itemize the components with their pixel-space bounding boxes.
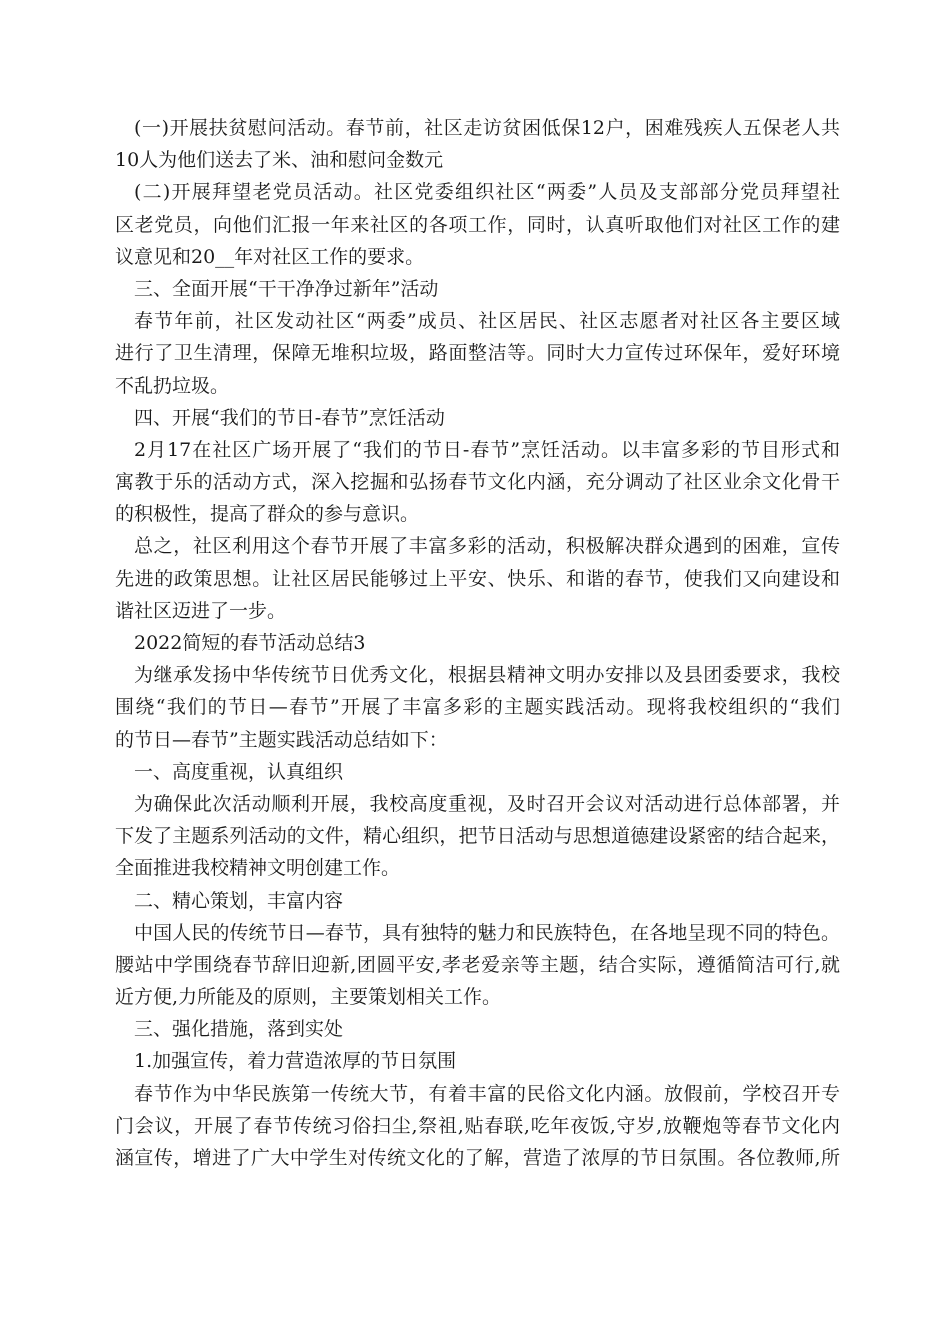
paragraph-line: 总之，社区利用这个春节开展了丰富多彩的活动，积极解决群众遇到的困难，宣传 xyxy=(134,535,840,558)
section-heading: 三、全面开展“干干净净过新年”活动 xyxy=(134,277,439,300)
paragraph-line: 腰站中学围绕春节辞旧迎新,团圆平安,孝老爱亲等主题，结合实际，遵循简洁可行,就 xyxy=(115,953,840,976)
paragraph-line: 议意见和20__年对社区工作的要求。 xyxy=(115,245,425,268)
paragraph-line: 为继承发扬中华传统节日优秀文化，根据县精神文明办安排以及县团委要求，我校 xyxy=(134,664,840,687)
paragraph-line: 下发了主题系列活动的文件，精心组织，把节日活动与思想道德建设紧密的结合起来， xyxy=(115,825,840,848)
paragraph-line: 为确保此次活动顺利开展，我校高度重视，及时召开会议对活动进行总体部署，并 xyxy=(134,792,840,815)
section-heading: 四、开展“我们的节日-春节”烹饪活动 xyxy=(134,406,445,429)
paragraph-line: 涵宣传，增进了广大中学生对传统文化的了解，营造了浓厚的节日氛围。各位教师,所 xyxy=(115,1147,840,1169)
paragraph-line: 2月17在社区广场开展了“我们的节日-春节”烹饪活动。以丰富多彩的节目形式和 xyxy=(134,438,840,461)
paragraph-line: 近方便,力所能及的原则，主要策划相关工作。 xyxy=(115,986,502,1009)
paragraph-line: 春节年前，社区发动社区“两委”成员、社区居民、社区志愿者对社区各主要区域 xyxy=(134,310,840,333)
paragraph-line: 中国人民的传统节日—春节，具有独特的魅力和民族特色，在各地呈现不同的特色。 xyxy=(134,921,840,944)
paragraph-line: 寓教于乐的活动方式，深入挖掘和弘扬春节文化内涵，充分调动了社区业余文化骨干 xyxy=(115,471,840,494)
section-heading: 二、精心策划，丰富内容 xyxy=(134,889,344,912)
section-heading: 一、高度重视，认真组织 xyxy=(134,760,344,783)
paragraph-line: 不乱扔垃圾。 xyxy=(115,374,230,397)
paragraph-line: 围绕“我们的节日—春节”开展了丰富多彩的主题实践活动。现将我校组织的“我们 xyxy=(115,696,840,719)
paragraph-line: (二)开展拜望老党员活动。社区党委组织社区“两委”人员及支部部分党员拜望社 xyxy=(134,181,840,204)
section-heading: 三、强化措施，落到实处 xyxy=(134,1018,344,1041)
paragraph-line: 门会议，开展了春节传统习俗扫尘,祭祖,贴春联,吃年夜饭,守岁,放鞭炮等春节文化内 xyxy=(115,1114,840,1137)
paragraph-line: 10人为他们送去了米、油和慰问金数元 xyxy=(115,149,444,172)
paragraph-line: 的节日—春节”主题实践活动总结如下： xyxy=(115,728,448,751)
document-body xyxy=(115,112,840,1174)
paragraph-line: 春节作为中华民族第一传统大节，有着丰富的民俗文化内涵。放假前，学校召开专 xyxy=(134,1082,840,1105)
paragraph-line: 的积极性，提高了群众的参与意识。 xyxy=(115,503,420,526)
paragraph-line: 进行了卫生清理，保障无堆积垃圾，路面整洁等。同时大力宣传过环保年，爱好环境 xyxy=(115,342,840,365)
paragraph-line: 先进的政策思想。让社区居民能够过上平安、快乐、和谐的春节，使我们又向建设和 xyxy=(115,567,840,590)
subsection-heading: 1.加强宣传，着力营造浓厚的节日氛围 xyxy=(134,1050,457,1073)
paragraph-line: 区老党员，向他们汇报一年来社区的各项工作，同时，认真听取他们对社区工作的建 xyxy=(115,213,840,236)
paragraph-line: 谐社区迈进了一步。 xyxy=(115,599,287,622)
paragraph-line: 全面推进我校精神文明创建工作。 xyxy=(115,857,401,880)
document-title: 2022简短的春节活动总结3 xyxy=(134,632,366,654)
paragraph-line: (一)开展扶贫慰问活动。春节前，社区走访贫困低保12户，困难残疾人五保老人共 xyxy=(134,117,840,139)
